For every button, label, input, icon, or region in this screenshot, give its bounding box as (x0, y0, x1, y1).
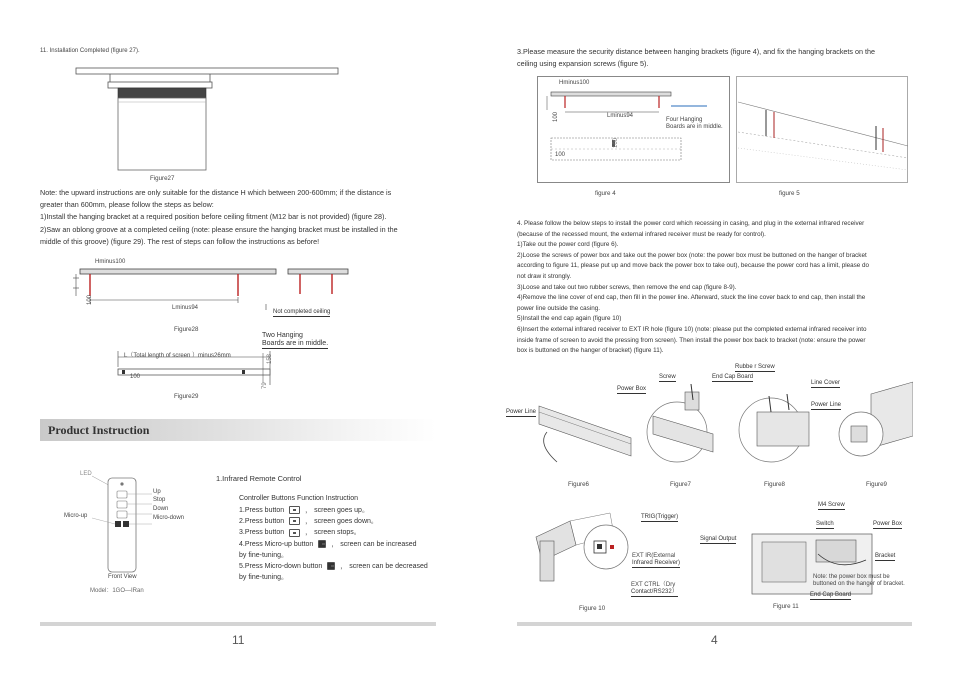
fig-end-cap-board-label: End Cap Board (712, 374, 754, 380)
fig11-end-cap-board-label: End Cap Board (810, 592, 852, 598)
step4-line: 6)Insert the external infrared receiver to EXT IR hole (figure 10) (note: please put the completed external infrared receiver into (517, 325, 867, 333)
ir-item-4-line2: by fine-tuning。 (239, 551, 289, 559)
ir-item-3 (239, 527, 428, 538)
remote-stop-label: Stop (153, 497, 166, 503)
figure10-caption: Figure 10 (579, 605, 606, 612)
fig10-trig-label: TRIG(Trigger) (641, 514, 679, 520)
remote-down-label: Down (153, 506, 169, 512)
ir-list (239, 505, 428, 583)
ir-item-4-suffix: ， screen can be increased (331, 540, 417, 548)
fig11-signal-output-label: Signal Output (700, 536, 737, 542)
figure27-caption: Figure27 (150, 175, 175, 182)
fig11-note-line2: buttoned on the hanger of bracket. (813, 581, 905, 587)
step3-line: 3.Please measure the security distance between hanging brackets (figure 4), and fix the hanging brackets on the (517, 47, 875, 56)
step11-heading: 11. Installation Completed (figure 27). (40, 48, 140, 54)
figure9-caption: Figure9 (866, 481, 887, 488)
ir-item-4-prefix: 4.Press Micro-up button (239, 540, 314, 548)
remote-up-label: Up (153, 489, 161, 495)
step3-line: ceiling using expansion screws (figure 5). (517, 59, 649, 69)
ir-title: 1.Infrared Remote Control (216, 474, 302, 483)
step4-line: 4)Remove the line cover of end cap, then fill in the power line. Afterward, stuck the line cover back to end cap, then install the (517, 294, 866, 302)
up-button-icon (289, 506, 300, 514)
ir-item-4 (239, 539, 428, 550)
right-page-number: 4 (711, 633, 718, 647)
fig4-lminus-label: Lminus94 (607, 113, 634, 119)
stop-button-icon (289, 529, 300, 537)
ir-item-2 (239, 516, 428, 527)
figure27-drawing (70, 60, 340, 175)
fig10-ext-ctrl-line2: Contact/RS232） (631, 586, 678, 597)
down-button-icon (289, 517, 300, 525)
remote-model-label: Model：1GO—IRan (90, 588, 144, 594)
fig11-note-line1: Note: the power box must be (813, 574, 890, 580)
fig29-side-a: 158 (267, 353, 273, 364)
note-line: 2)Saw an oblong groove at a completed ceiling (note: please ensure the hanging bracket must be installed in the (40, 224, 398, 234)
fig28-side-label: 100 (87, 294, 93, 305)
ir-item-1 (239, 505, 428, 516)
note-line: greater than 600mm, please follow the steps as below: (40, 200, 214, 210)
fig11-bracket-label: Bracket (875, 553, 896, 559)
fig4-bottom-mid-label: 100 (613, 137, 619, 148)
fig29-side-b: 79 (262, 382, 268, 389)
fig-line-cover-label: Line Cover (811, 380, 841, 386)
ir-subtitle: Controller Buttons Function Instruction (239, 495, 359, 502)
figure8-caption: Figure8 (764, 481, 785, 488)
right-footer-rule (517, 622, 912, 626)
ir-item-3-prefix: 3.Press button (239, 529, 285, 537)
figure11-caption: Figure 11 (773, 603, 799, 610)
remote-drawing (92, 474, 152, 579)
left-page-number: 11 (232, 633, 245, 647)
ir-item-5-suffix: ， screen can be decreased (340, 563, 428, 571)
fig10-ext-ir-line1: EXT IR(External (632, 553, 676, 559)
step4-line: not draw it strongly. (517, 272, 572, 280)
step4-line: 5)Install the end cap again (figure 10) (517, 315, 622, 323)
figure7-caption: Figure7 (670, 481, 691, 488)
fig28-two-hanging-line2: Boards are in middle. (262, 340, 329, 347)
step4-line: box is buttoned on the hanger of bracket) (figure 11). (517, 347, 664, 355)
fig-power-box-label: Power Box (617, 386, 647, 392)
fig29-left-label: 100 (130, 374, 141, 380)
section-title: Product Instruction (48, 423, 150, 437)
fig4-four-hanging-line2: Boards are in middle. (666, 124, 723, 130)
step4-line: 1)Take out the power cord (figure 6). (517, 241, 619, 249)
step4-line: inside frame of screen to avoid the pressing from screen). Then install the power box back to bracket (note: ensure the power (517, 336, 866, 344)
figure28-caption: Figure28 (174, 326, 199, 333)
step4-line: 3)Loose and take out two rubber screws, then remove the end cap (figure 8-9). (517, 283, 737, 291)
fig10-ext-ctrl-line1: EXT CTRL（Dry (631, 582, 676, 588)
fig4-hminus-label: Hminus100 (559, 80, 590, 86)
remote-micro-up-label: Micro-up (64, 513, 88, 519)
step3-block (517, 46, 875, 70)
fig4-side-label: 100 (553, 111, 559, 122)
fig28-hminus-label: Hminus100 (95, 259, 126, 265)
fig29-l-label: L（Total length of screen ）minus26mm (124, 353, 231, 359)
remote-micro-down-label: Micro-down (153, 515, 185, 521)
note-line: middle of this groove) (figure 29). The rest of steps can follow the instructions as before! (40, 236, 320, 246)
fig-power-line-label-b: Power Line (811, 402, 842, 408)
fig11-power-box-label: Power Box (873, 521, 903, 527)
step4-line: 4. Please follow the below steps to install the power cord which recessing in casing, and plug in the external infrared receiver (517, 220, 865, 227)
ir-item-5-line2: by fine-tuning。 (239, 574, 289, 582)
step4-line: (because of the recessed mount, the external infrared receiver must be ready for control). (517, 230, 766, 238)
fig-power-line-label-a: Power Line (506, 409, 537, 415)
ir-item-1-prefix: 1.Press button (239, 507, 285, 514)
ir-item-2-suffix: ， screen goes down。 (305, 518, 378, 526)
ir-item-1-suffix: ， screen goes up。 (305, 507, 369, 514)
fig11-m4-screw-label: M4 Screw (818, 502, 845, 508)
ir-item-5-prefix: 5.Press Micro-down button (239, 563, 323, 571)
left-footer-rule (40, 622, 436, 626)
fig4-four-hanging-line1: Four Hanging (666, 117, 703, 123)
fig10-ext-ir-line2: Infrared Receiver) (632, 560, 681, 566)
fig-screw-label: Screw (659, 374, 676, 380)
fig11-switch-label: Switch (816, 521, 834, 527)
figure4-caption: figure 4 (595, 190, 616, 197)
figure28-drawing (70, 260, 360, 330)
ir-item-2-prefix: 2.Press button (239, 518, 285, 526)
note-line: Note: the upward instructions are only suitable for the distance H which between 200-600mm; if the distance is (40, 188, 392, 197)
figure5-drawing (736, 76, 908, 183)
figure5-caption: figure 5 (779, 190, 800, 197)
figure29-caption: Figure29 (174, 393, 199, 400)
figure6-caption: Figure6 (568, 481, 589, 488)
fig4-bottom-left-label: 100 (555, 152, 566, 158)
fig28-lminus-label: Lminus94 (172, 305, 199, 311)
remote-led-label: LED (80, 471, 92, 477)
note-block (40, 187, 398, 248)
remote-front-view-label: Front View (108, 574, 137, 580)
micro-down-button-icon (327, 562, 335, 570)
step4-line: according to figure 11, please put up and move back the power box to take out), because the power cord has a limit, please do (517, 262, 870, 270)
step4-line: 2)Loose the screws of power box and take out the power box (note: the power box must be buttoned on the hanger of bracket (517, 251, 867, 259)
fig28-two-hanging-line1: Two Hanging (262, 332, 303, 339)
step4-block (517, 219, 869, 357)
step4-line: power line outside the casing. (517, 304, 600, 312)
micro-up-button-icon (318, 540, 326, 548)
fig28-not-completed-label: Not completed ceiling (273, 309, 331, 315)
ir-item-3-suffix: ， screen stops。 (305, 529, 361, 537)
figures6-9-drawing (517, 372, 913, 472)
fig-rubber-screw-label: Rubbe r Screw (735, 364, 775, 370)
ir-item-5 (239, 561, 428, 572)
note-line: 1)Install the hanging bracket at a required position before ceiling fitment (M12 bar is not provided) (figure 28). (40, 212, 387, 222)
